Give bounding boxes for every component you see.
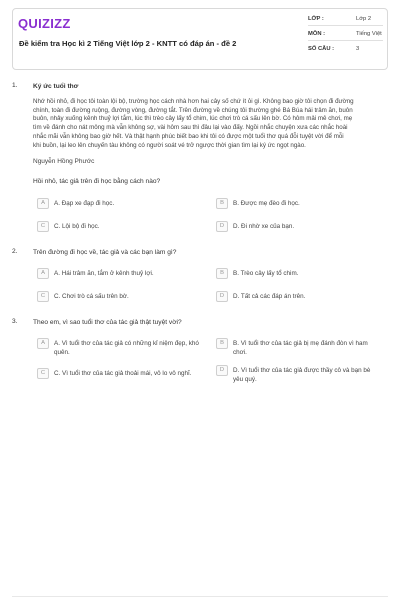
quizizz-logo: QUIZIZZ: [18, 16, 71, 31]
meta-divider: [308, 40, 383, 41]
worksheet-header: [12, 8, 388, 70]
passage-line: nhắc mãi vẫn không bao giờ hết. Và thật hạnh phúc biết bao khi tôi có được một tuổi thơ quá đỗi tuyệt vời để mỗi: [33, 132, 344, 140]
question-title: Theo em, vì sao tuổi thơ của tác giả thật tuyệt vời?: [33, 319, 182, 326]
option-text: D. Tất cả các đáp án trên.: [233, 293, 306, 300]
option-text: D. Vì tuổi thơ của tác giả được thầy cô và bạn bè yêu quý.: [233, 367, 371, 383]
meta-count-value: 3: [356, 46, 360, 52]
passage-author: Nguyễn Hồng Phước: [33, 158, 95, 165]
option-letter: B: [216, 198, 228, 209]
option-text: C. Vì tuổi thơ của tác giả thoải mái, vô lo vô nghĩ.: [54, 370, 192, 377]
option-letter: D: [216, 365, 228, 376]
passage-line: tìm về đánh cho nát mông mà vẫn không sợ, vài hôm sau thì đâu lại vào đấy. Ngồi nhắc chuyện xưa các nhắc hoài: [33, 124, 348, 132]
meta-grade-value: Lớp 2: [356, 16, 372, 22]
reading-passage: [33, 98, 387, 150]
option-letter: C: [37, 291, 49, 302]
passage-line: Nhớ hồi nhỏ, đi học tôi toàn lội bộ, trường học cách nhà hơn hai cây số chứ ít ỏi gì. Không bao giờ tôi chọn đi đường: [33, 98, 354, 105]
meta-grade-label: LỚP :: [308, 16, 324, 22]
option-text: C. Lội bộ đi học.: [54, 223, 100, 230]
option-text: C. Chơi trò cá sấu trên bờ.: [54, 293, 129, 300]
question-title: Trên đường đi học về, tác giả và các bạn làm gì?: [33, 249, 177, 256]
meta-subject-value: Tiếng Việt: [356, 31, 382, 37]
option-letter: B: [216, 268, 228, 279]
option-letter: D: [216, 221, 228, 232]
option-letter: C: [37, 221, 49, 232]
page-title: Đề kiểm tra Học kì 2 Tiếng Việt lớp 2 - KNTT có đáp án - đề 2: [19, 39, 237, 48]
passage-line: buôn, nhảy xuống kênh thuỷ lợi tắm, lúc thì trèo cây lấy tổ chim, lúc chơi trò cá sấu lên bờ. Có hôm mải mê chơi, mẹ: [33, 115, 353, 123]
option-letter: A: [37, 198, 49, 209]
passage-line: khi buồn, lại leo lên chuyến tàu không có người soát vé trở ngược thời gian tìm lại ký ức ngọt ngào.: [33, 141, 306, 149]
option-letter: A: [37, 338, 49, 349]
meta-subject-label: MÔN :: [308, 31, 326, 37]
page-bottom-divider: [12, 596, 388, 597]
meta-divider: [308, 25, 383, 26]
option-letter: C: [37, 368, 49, 379]
option-text: B. Trèo cây lấy tổ chim.: [233, 270, 299, 277]
option-text: D. Đi nhờ xe của bạn.: [233, 223, 295, 230]
question-number: 1.: [12, 82, 18, 89]
question-number: 3.: [12, 318, 18, 325]
option-text: A. Đạp xe đạp đi học.: [54, 200, 115, 207]
question-prompt: Hồi nhỏ, tác giả trên đi học bằng cách nào?: [33, 178, 161, 185]
option-text: A. Vì tuổi thơ của tác giả có những kỉ niệm đẹp, khó quên.: [54, 340, 199, 356]
option-text: A. Hái trâm ăn, tắm ở kênh thuỷ lợi.: [54, 270, 154, 277]
meta-count-label: SỐ CÂU :: [308, 46, 335, 52]
passage-line: chính, toàn đi đường ruộng, đường vòng, đường tắt. Trên đường về chúng tôi thường ghé Bá Búa hái trâm ăn, buôn: [33, 106, 353, 114]
option-letter: B: [216, 338, 228, 349]
option-text: B. Được mẹ đèo đi học.: [233, 200, 300, 207]
option-text: B. Vì tuổi thơ của tác giả bị mẹ đánh đòn vì ham chơi.: [233, 340, 368, 356]
option-letter: D: [216, 291, 228, 302]
option-letter: A: [37, 268, 49, 279]
question-title: Ký ức tuổi thơ: [33, 83, 79, 90]
question-number: 2.: [12, 248, 18, 255]
